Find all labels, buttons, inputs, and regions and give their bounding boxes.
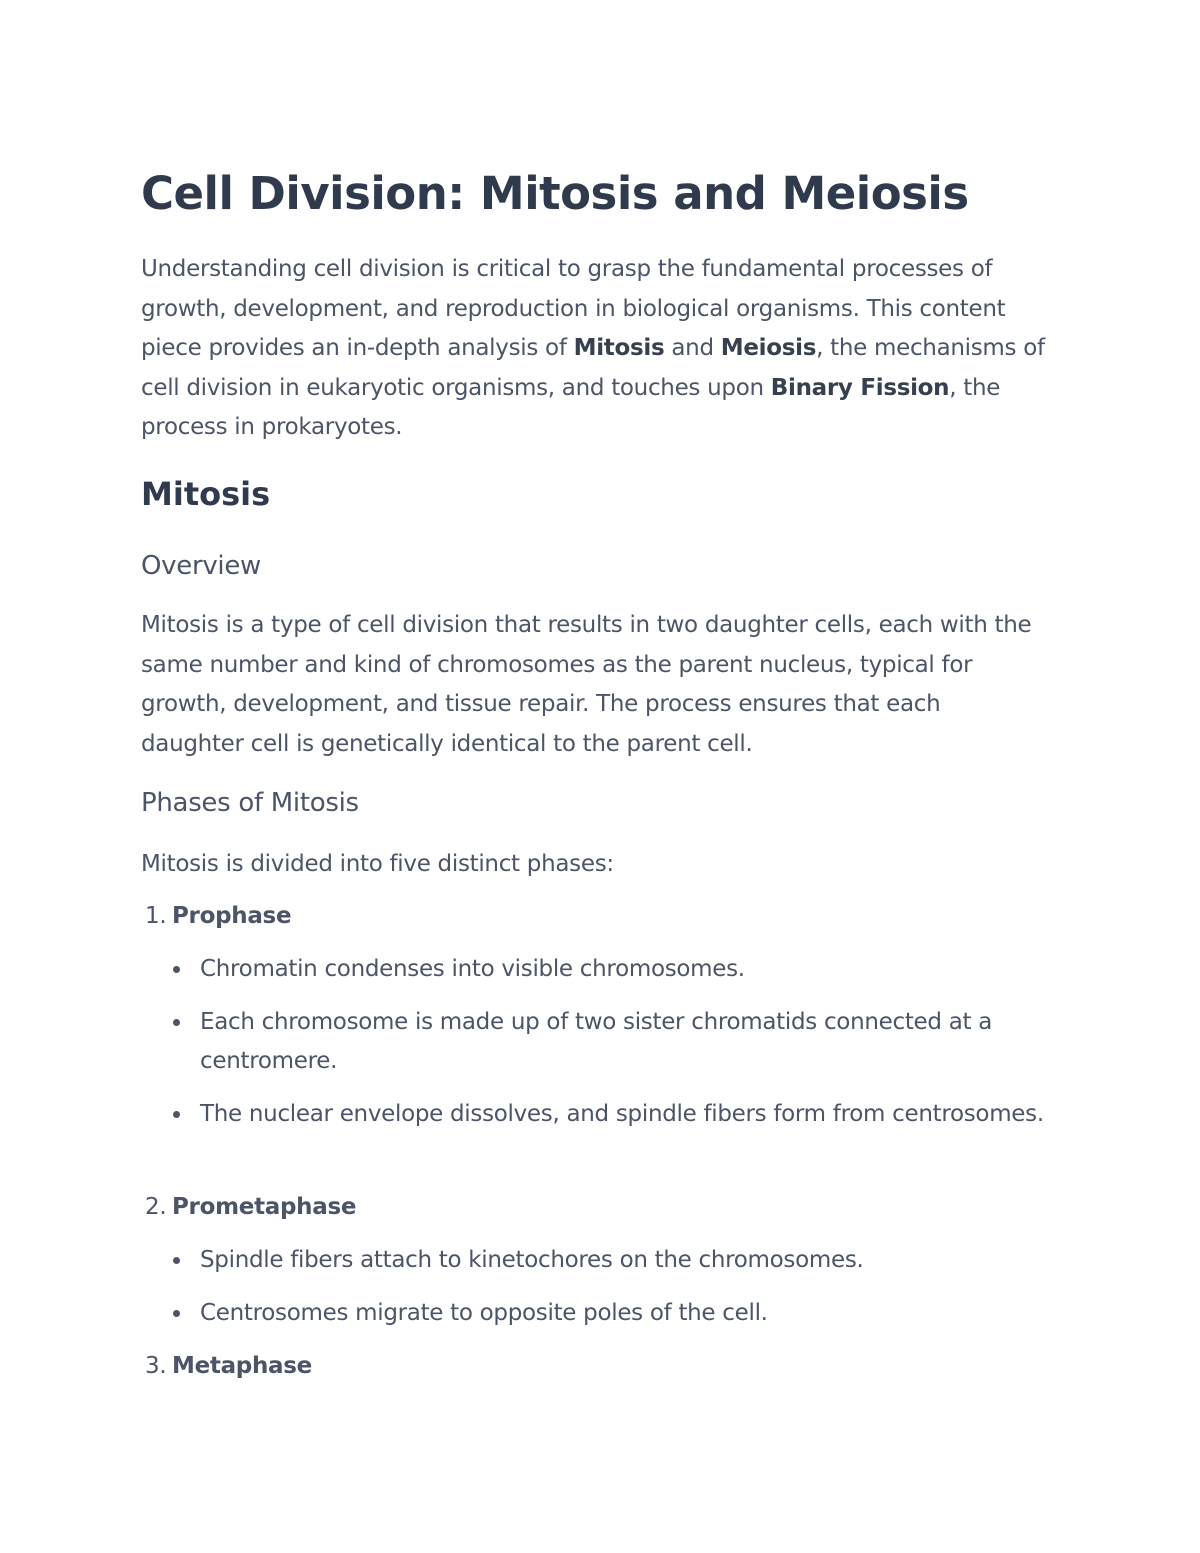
- intro-text-2: and: [664, 335, 721, 361]
- subheading-overview: Overview: [141, 551, 262, 581]
- list-item: [141, 1003, 1056, 1082]
- overview-paragraph: Mitosis is a type of cell division that results in two daughter cells, each with the same number and kind of chromosomes as the parent nucleus, typical for growth, development, and tissue repair. The process ensures that each daughter cell is genetically identical to the parent cell.: [141, 612, 1032, 757]
- bullet-icon: [173, 966, 180, 973]
- phase-name: Prophase: [172, 903, 292, 929]
- bullet-icon: [173, 1111, 180, 1118]
- phase-name: Metaphase: [172, 1353, 312, 1379]
- intro-paragraph: [141, 250, 1056, 448]
- phase-item-prometaphase: [145, 1191, 356, 1223]
- bullet-icon: [173, 1310, 180, 1317]
- list-item-text: Spindle fibers attach to kinetochores on the chromosomes.: [200, 1247, 864, 1273]
- bullet-icon: [173, 1019, 180, 1026]
- list-item-text: Each chromosome is made up of two sister chromatids connected at a centromere.: [200, 1008, 993, 1074]
- phase-number: 3.: [145, 1353, 167, 1379]
- intro-bold-mitosis: Mitosis: [573, 335, 665, 361]
- list-item: [141, 1095, 1056, 1135]
- phase-number: 1.: [145, 903, 167, 929]
- list-item: [141, 1241, 1056, 1281]
- list-item-text: The nuclear envelope dissolves, and spindle fibers form from centrosomes.: [200, 1100, 1044, 1127]
- list-item: [141, 950, 1056, 990]
- subheading-phases-of-mitosis: Phases of Mitosis: [141, 788, 359, 818]
- prometaphase-bullet-list: [141, 1241, 1056, 1333]
- prophase-bullet-list: [141, 950, 1056, 1134]
- intro-text-3: , the mechanisms of cell division in eukaryotic organisms, and touches upon: [141, 335, 1045, 401]
- intro-text-4: , the process in prokaryotes.: [141, 374, 1001, 440]
- page-title: Cell Division: Mitosis and Meiosis: [141, 167, 969, 220]
- phase-number: 2.: [145, 1194, 167, 1220]
- bullet-icon: [173, 1257, 180, 1264]
- intro-text-1: Understanding cell division is critical to grasp the fundamental processes of growth, development, and reproduction in biological organisms. This content piece provides an in-depth analysis of: [141, 256, 1006, 361]
- section-heading-mitosis: Mitosis: [141, 475, 271, 513]
- intro-bold-meiosis: Meiosis: [720, 335, 817, 361]
- intro-bold-binary-fission: Binary Fission: [770, 374, 950, 401]
- list-item: [141, 1294, 1056, 1334]
- phase-item-prophase: [145, 900, 291, 932]
- phase-item-metaphase: [145, 1350, 312, 1382]
- list-item-text: Centrosomes migrate to opposite poles of the cell.: [200, 1299, 768, 1326]
- list-item-text: Chromatin condenses into visible chromosomes.: [200, 956, 745, 982]
- phases-intro-paragraph: Mitosis is divided into five distinct phases:: [141, 851, 614, 877]
- phase-name: Prometaphase: [172, 1194, 357, 1220]
